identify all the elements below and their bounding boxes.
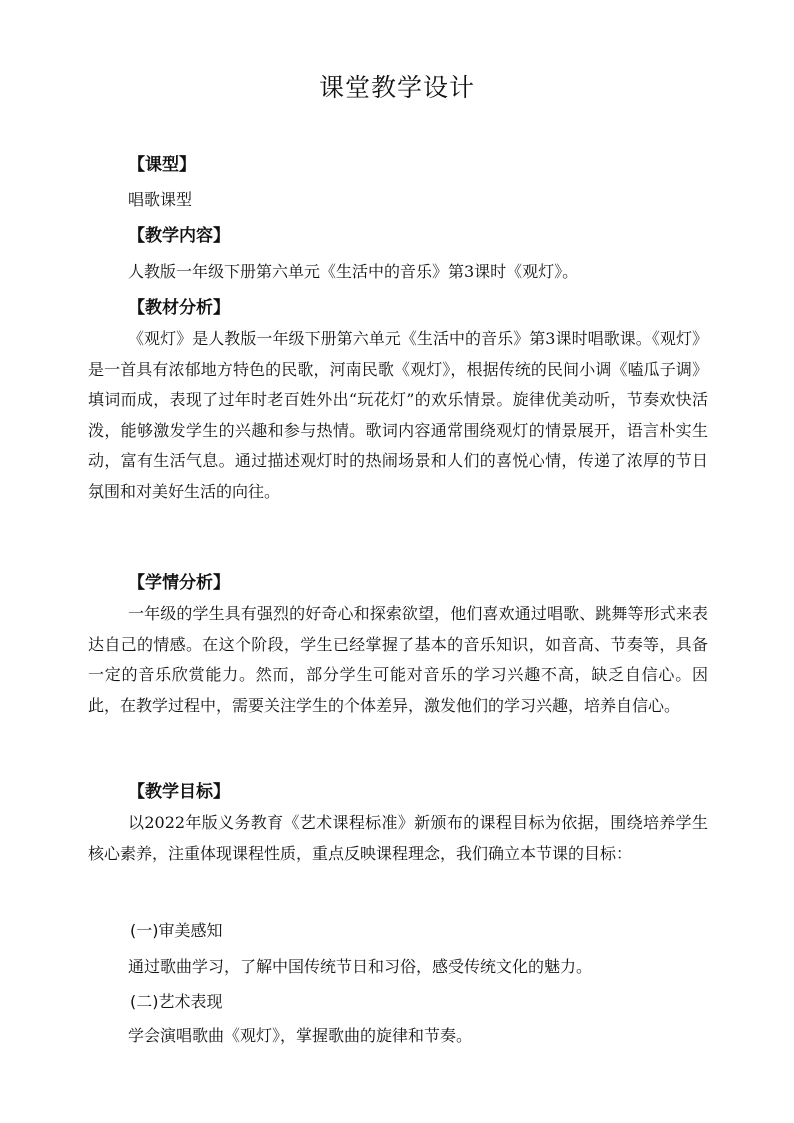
material-analysis-text: 《观灯》是人教版一年级下册第六单元《生活中的音乐》第3课时唱歌课。《观灯》是一首具有浓郁地方特色的民歌，河南民歌《观灯》，根据传统的民间小调《嗑瓜子调》填词而成，表现了过年时老百姓外出“玩花灯”的欢乐情景。旋律优美动听，节奏欢快活泼，能够激发学生的兴趣和参与热情。歌词内容通常围绕观灯的情景展开，语言朴实生动，富有生活气息。通过描述观灯时的热闹场景和人们的喜悦心情，传递了浓厚的节日氛围和对美好生活的向往。 xyxy=(88,329,708,501)
document-title: 课堂教学设计 xyxy=(318,73,475,102)
student-analysis-text: 一年级的学生具有强烈的好奇心和探索欲望，他们喜欢通过唱歌、跳舞等形式来表达自己的情感。在这个阶段，学生已经掌握了基本的音乐知识，如音高、节奏等，具备一定的音乐欣赏能力。然而，部分学生可能对音乐的学习兴趣不高，缺乏自信心。因此，在教学过程中，需要关注学生的个体差异，激发他们的学习兴趣，培养自信心。 xyxy=(88,604,708,715)
student-analysis-heading: 【学情分析】 xyxy=(128,573,230,593)
teaching-goals-heading: 【教学目标】 xyxy=(128,782,230,802)
lesson-type-heading: 【课型】 xyxy=(128,155,196,175)
goal-text-aesthetic-perception: 通过歌曲学习，了解中国传统节日和习俗，感受传统文化的魅力。 xyxy=(128,957,593,976)
goal-label-artistic-expression: (二)艺术表现 xyxy=(130,992,223,1011)
goal-text-artistic-expression: 学会演唱歌曲《观灯》，掌握歌曲的旋律和节奏。 xyxy=(128,1026,473,1045)
teaching-content-text: 人教版一年级下册第六单元《生活中的音乐》第3课时《观灯》。 xyxy=(128,262,579,281)
material-analysis-heading: 【教材分析】 xyxy=(128,298,230,318)
goal-label-aesthetic-perception: (一)审美感知 xyxy=(130,921,223,940)
teaching-goals-intro: 以2022年版义务教育《艺术课程标准》新颁布的课程目标为依据，围绕培养学生核心素养，注重体现课程性质，重点反映课程理念，我们确立本节课的目标： xyxy=(88,813,708,863)
teaching-content-heading: 【教学内容】 xyxy=(128,226,230,246)
lesson-type-text: 唱歌课型 xyxy=(128,190,193,209)
